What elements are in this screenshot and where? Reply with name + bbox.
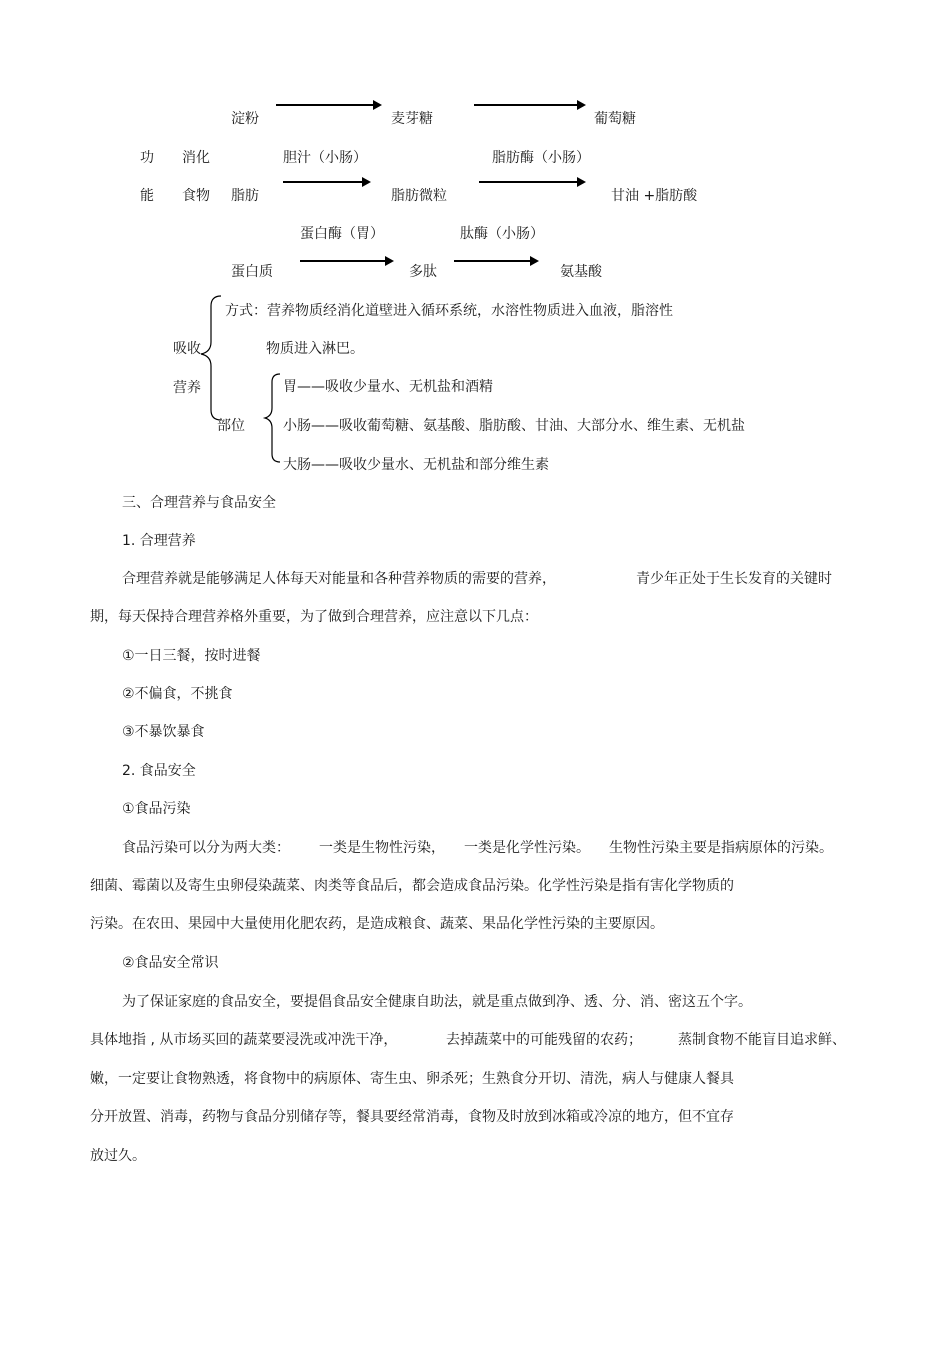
para3-line4: 分开放置、消毒，药物与食品分别储存等，餐具要经常消毒，食物及时放到冰箱或冷凉的地方，但不宜存 (90, 1109, 734, 1125)
point-1: ①一日三餐，按时进餐 (122, 648, 261, 664)
absorption-mode-line2: 物质进入淋巴。 (266, 341, 364, 357)
section-heading: 三、合理营养与食品安全 (122, 495, 276, 511)
arrow-fat-to-droplet (283, 181, 369, 183)
absorption-mode-line1: 方式：营养物质经消化道壁进入循环系统，水溶性物质进入血液，脂溶性 (225, 303, 673, 319)
heading-food-safety-knowledge: ②食品安全常识 (122, 955, 219, 971)
para2-seg3: 一类是化学性污染。 (464, 840, 590, 856)
para2-seg2: 一类是生物性污染， (319, 840, 445, 856)
subheading-food-safety: 2. 食品安全 (122, 763, 196, 779)
para3-line1: 为了保证家庭的食品安全，要提倡食品安全健康自助法，就是重点做到净、透、分、消、密这五个字。 (122, 994, 752, 1010)
side-label-food: 食物 (182, 188, 210, 204)
para2-line2: 细菌、霉菌以及寄生虫卵侵染蔬菜、肉类等食品后，都会造成食品污染。化学性污染是指有害化学物质的 (90, 878, 734, 894)
glucose-label: 葡萄糖 (594, 111, 636, 127)
side-label-neng: 能 (140, 188, 154, 204)
absorption-label-bottom: 营养 (173, 380, 201, 396)
site-brace-icon (262, 372, 282, 464)
polypeptide-label: 多肽 (409, 264, 437, 280)
arrow-protein-to-polypeptide (300, 260, 392, 262)
para3-line5: 放过久。 (90, 1148, 146, 1164)
para2-seg1: 食品污染可以分为两大类： (122, 840, 290, 856)
para2-seg4: 生物性污染主要是指病原体的污染。 (609, 840, 833, 856)
lipase-label: 脂肪酶（小肠） (492, 150, 590, 166)
arrow-starch-to-maltose (276, 104, 380, 106)
starch-label: 淀粉 (231, 111, 259, 127)
amino-acid-label: 氨基酸 (560, 264, 602, 280)
site-large-intestine: 大肠——吸收少量水、无机盐和部分维生素 (283, 457, 549, 473)
arrow-polypeptide-to-amino-acid (454, 260, 537, 262)
point-2: ②不偏食，不挑食 (122, 686, 233, 702)
bile-label: 胆汁（小肠） (283, 150, 367, 166)
fat-droplet-label: 脂肪微粒 (391, 188, 447, 204)
para3-line2-seg2: 去掉蔬菜中的可能残留的农药； (446, 1032, 642, 1048)
absorption-brace-icon (197, 294, 223, 422)
maltose-label: 麦芽糖 (391, 111, 433, 127)
para1-line2: 期，每天保持合理营养格外重要，为了做到合理营养，应注意以下几点： (90, 609, 538, 625)
heading-food-pollution: ①食品污染 (122, 801, 191, 817)
absorption-site-label: 部位 (217, 418, 245, 434)
fat-label: 脂肪 (231, 188, 259, 204)
para3-line2-seg1: 具体地指 , 从市场买回的蔬菜要浸洗或冲洗干净， (90, 1032, 398, 1048)
arrow-droplet-to-product (479, 181, 584, 183)
subheading-reasonable-nutrition: 1. 合理营养 (122, 533, 196, 549)
site-small-intestine: 小肠——吸收葡萄糖、氨基酸、脂肪酸、甘油、大部分水、维生素、无机盐 (283, 418, 745, 434)
para2-line3: 污染。在农田、果园中大量使用化肥农药，是造成粮食、蔬菜、果品化学性污染的主要原因。 (90, 916, 664, 932)
para3-line2-seg3: 蒸制食物不能盲目追求鲜、 (678, 1032, 846, 1048)
site-stomach: 胃——吸收少量水、无机盐和酒精 (283, 379, 493, 395)
protein-label: 蛋白质 (231, 264, 273, 280)
para3-line3: 嫩，一定要让食物熟透，将食物中的病原体、寄生虫、卵杀死；生熟食分开切、清洗，病人与健康人餐具 (90, 1071, 734, 1087)
protease-label: 蛋白酶（胃） (300, 226, 384, 242)
para1-line1-right: 青少年正处于生长发育的关键时 (636, 571, 832, 587)
absorption-label-top: 吸收 (173, 341, 201, 357)
glycerol-fatty-acid-label: 甘油 +脂肪酸 (611, 188, 698, 204)
point-3: ③不暴饮暴食 (122, 724, 205, 740)
para1-line1: 合理营养就是能够满足人体每天对能量和各种营养物质的需要的营养， (122, 571, 556, 587)
arrow-maltose-to-glucose (474, 104, 584, 106)
side-label-gong: 功 (140, 150, 154, 166)
side-label-digest: 消化 (182, 150, 210, 166)
peptidase-label: 肽酶（小肠） (460, 226, 544, 242)
